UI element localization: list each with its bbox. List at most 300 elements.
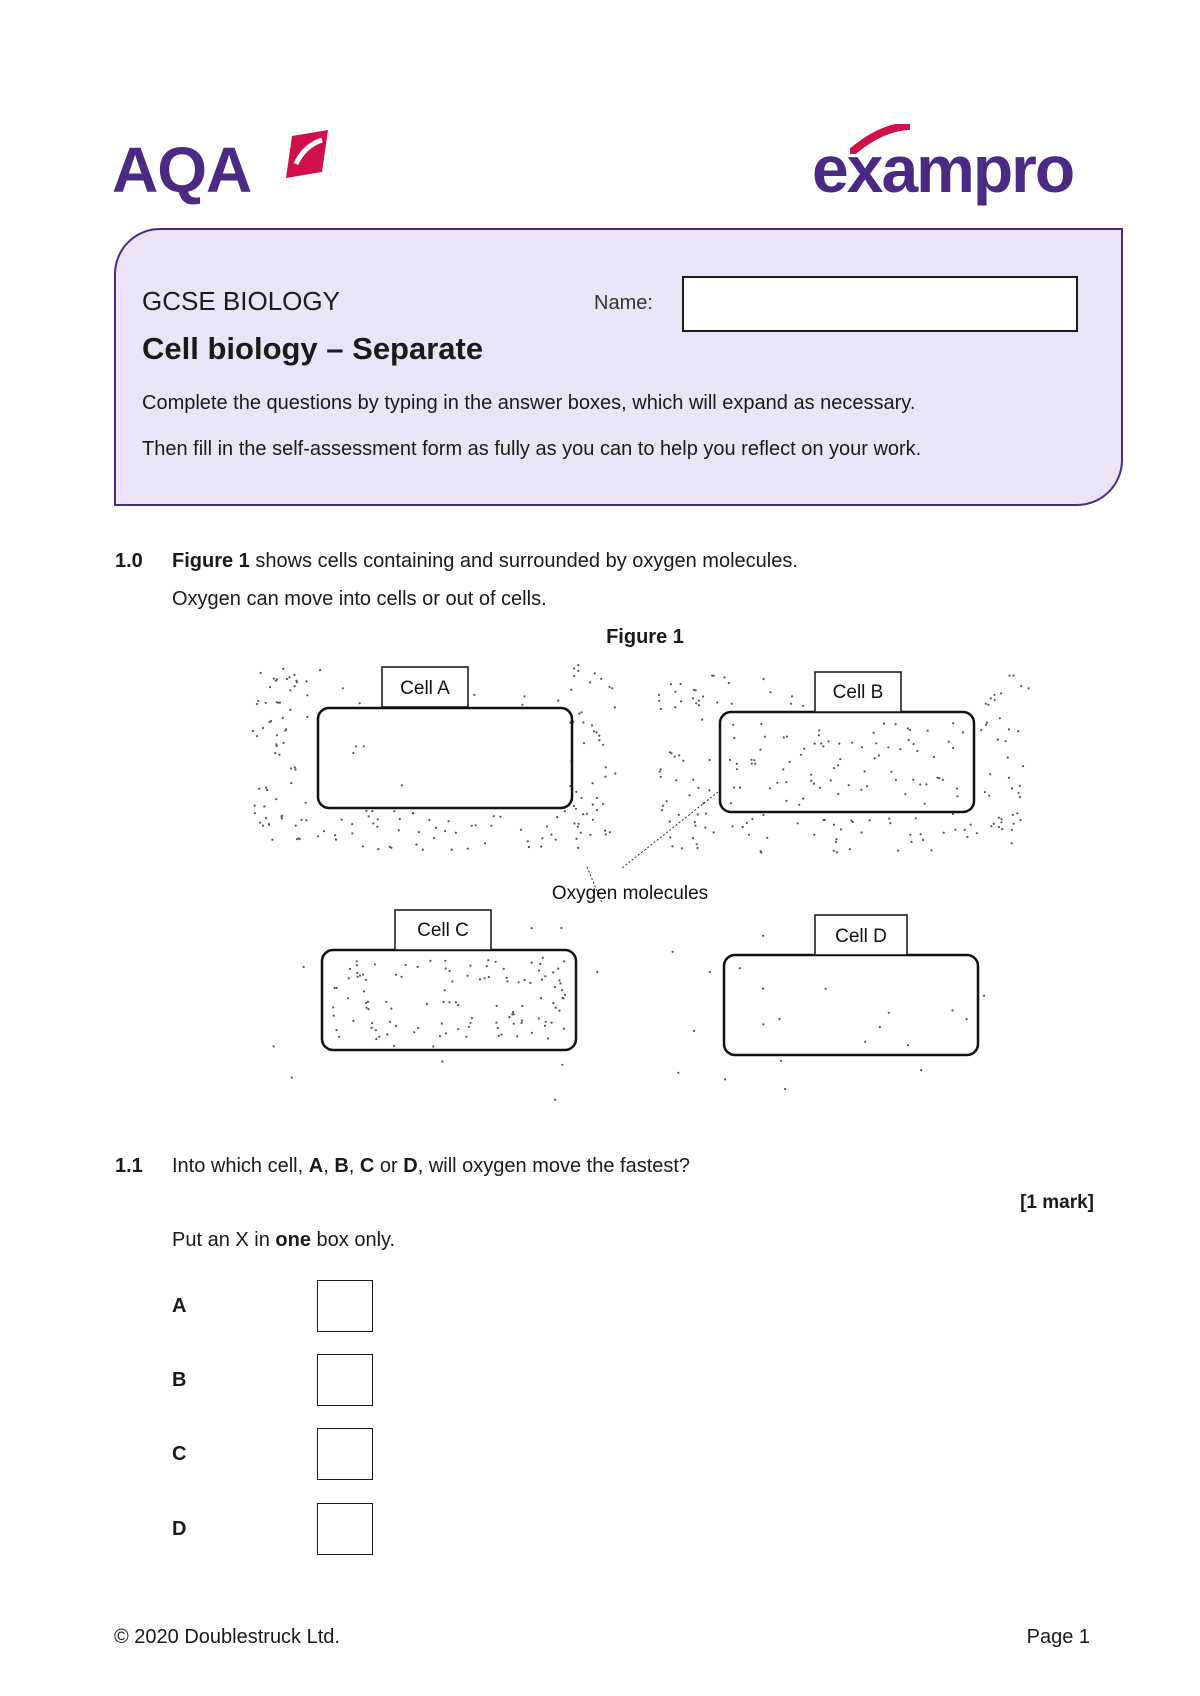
oxygen-molecule-dot <box>432 1045 434 1047</box>
oxygen-molecule-dot <box>833 767 835 769</box>
name-input[interactable] <box>682 276 1078 332</box>
question-1-0-line-1 <box>172 550 798 573</box>
oxygen-molecule-dot <box>338 1036 340 1038</box>
oxygen-molecule-dot <box>748 834 750 836</box>
oxygen-molecule-dot <box>790 703 792 705</box>
oxygen-molecule-dot <box>545 1021 547 1023</box>
footer-page-number: Page 1 <box>1026 1626 1090 1648</box>
oxygen-molecule-dot <box>426 1003 428 1005</box>
oxygen-molecule-dot <box>386 1033 388 1035</box>
cell-b-label: Cell B <box>832 682 884 703</box>
oxygen-molecule-dot <box>766 837 768 839</box>
oxygen-molecule-dot <box>695 702 697 704</box>
oxygen-molecule-dot <box>564 994 566 996</box>
oxygen-molecule-dot <box>580 797 582 799</box>
option-b-label: B <box>172 1369 187 1391</box>
exampro-logo-ampro: ampro <box>881 132 1074 206</box>
oxygen-molecule-dot <box>769 691 771 693</box>
oxygen-molecule-dot <box>556 816 558 818</box>
oxygen-molecule-dot <box>342 687 344 689</box>
oxygen-molecule-dot <box>594 672 596 674</box>
oxygen-molecule-dot <box>736 768 738 770</box>
oxygen-molecule-dot <box>540 846 542 848</box>
oxygen-molecule-dot <box>595 731 597 733</box>
oxygen-molecule-dot <box>830 779 832 781</box>
oxygen-molecule-dot <box>966 836 968 838</box>
oxygen-molecule-dot <box>596 971 598 973</box>
oxygen-molecule-dot <box>282 717 284 719</box>
oxygen-molecule-dot <box>577 670 579 672</box>
oxygen-molecule-dot <box>614 706 616 708</box>
oxygen-molecule-dot <box>786 736 788 738</box>
oxygen-molecule-dot <box>696 847 698 849</box>
oxygen-molecule-dot <box>739 967 741 969</box>
oxygen-molecule-dot <box>457 1004 459 1006</box>
oxygen-molecule-dot <box>582 721 584 723</box>
oxygen-molecule-dot <box>355 745 357 747</box>
oxygen-molecule-dot <box>275 798 277 800</box>
oxygen-molecule-dot <box>836 851 838 853</box>
oxygen-molecule-dot <box>336 1029 338 1031</box>
oxygen-molecule-dot <box>469 1022 471 1024</box>
oxygen-molecule-dot <box>983 995 985 997</box>
oxygen-molecule-dot <box>883 723 885 725</box>
oxygen-molecule-dot <box>511 1013 513 1015</box>
oxygen-molecule-dot <box>750 759 752 761</box>
oxygen-molecule-dot <box>802 705 804 707</box>
oxygen-molecule-dot <box>362 845 364 847</box>
oxygen-molecule-dot <box>538 970 540 972</box>
oxygen-molecule-dot <box>952 747 954 749</box>
oxygen-molecule-dot <box>371 810 373 812</box>
oxygen-molecule-dot <box>1018 792 1020 794</box>
figure-reference: Figure 1 <box>172 550 250 572</box>
oxygen-molecule-dot <box>578 823 580 825</box>
oxygen-molecule-dot <box>985 703 987 705</box>
oxygen-molecule-dot <box>513 1023 515 1025</box>
oxygen-molecule-dot <box>819 787 821 789</box>
oxygen-molecule-dot <box>604 830 606 832</box>
oxygen-molecule-dot <box>418 831 420 833</box>
oxygen-molecule-dot <box>582 813 584 815</box>
oxygen-molecule-dot <box>762 935 764 937</box>
exampro-swoosh-icon <box>850 124 910 154</box>
oxygen-molecule-dot <box>575 808 577 810</box>
oxygen-molecule-dot <box>305 819 307 821</box>
oxygen-molecule-dot <box>493 815 495 817</box>
oxygen-molecule-dot <box>334 834 336 836</box>
oxygen-molecule-dot <box>785 800 787 802</box>
oxygen-molecule-dot <box>838 743 840 745</box>
oxygen-molecule-dot <box>298 837 300 839</box>
oxygen-molecule-dot <box>818 729 820 731</box>
oxygen-molecule-dot <box>557 700 559 702</box>
oxygen-molecule-dot <box>273 1045 275 1047</box>
oxygen-molecule-dot <box>259 822 261 824</box>
oxygen-molecule-dot <box>730 802 732 804</box>
oxygen-molecule-dot <box>661 809 663 811</box>
oxygen-molecule-dot <box>577 664 579 666</box>
oxygen-molecule-dot <box>602 803 604 805</box>
exampro-logo-x: x <box>846 132 882 206</box>
oxygen-molecule-dot <box>693 689 695 691</box>
cell-a <box>318 708 572 808</box>
oxygen-molecule-dot <box>670 683 672 685</box>
option-d-checkbox[interactable] <box>317 1503 373 1555</box>
oxygen-molecule-dot <box>523 695 525 697</box>
oxygen-molecule-dot <box>825 988 827 990</box>
oxygen-molecule-dot <box>401 784 403 786</box>
oxygen-molecule-dot <box>319 669 321 671</box>
oxygen-molecule-dot <box>368 815 370 817</box>
oxygen-molecule-dot <box>278 754 280 756</box>
oxygen-molecule-dot <box>763 678 765 680</box>
oxygen-molecule-dot <box>614 772 616 774</box>
oxygen-molecule-dot <box>486 965 488 967</box>
question-number-1-0: 1.0 <box>115 550 143 572</box>
oxygen-molecule-dot <box>873 732 875 734</box>
oxygen-molecule-dot <box>283 742 285 744</box>
oxygen-molecule-dot <box>692 837 694 839</box>
oxygen-molecule-dot <box>912 779 914 781</box>
oxygen-molecule-dot <box>512 1011 514 1013</box>
oxygen-molecule-dot <box>675 779 677 781</box>
oxygen-molecule-dot <box>349 968 351 970</box>
oxygen-molecule-dot <box>754 763 756 765</box>
oxygen-molecule-dot <box>445 967 447 969</box>
oxygen-molecule-dot <box>910 841 912 843</box>
oxygen-molecule-dot <box>457 1028 459 1030</box>
oxygen-molecule-dot <box>335 839 337 841</box>
oxygen-molecule-dot <box>678 814 680 816</box>
oxygen-molecule-dot <box>731 703 733 705</box>
oxygen-molecule-dot <box>578 713 580 715</box>
oxygen-molecule-dot <box>371 1027 373 1029</box>
oxygen-molecule-dot <box>365 1007 367 1009</box>
oxygen-molecule-dot <box>998 817 1000 819</box>
oxygen-molecule-dot <box>782 768 784 770</box>
oxygen-molecule-dot <box>475 824 477 826</box>
option-c-checkbox[interactable] <box>317 1428 373 1480</box>
oxygen-molecule-dot <box>412 812 414 814</box>
oxygen-molecule-dot <box>508 1016 510 1018</box>
oxygen-molecule-dot <box>909 834 911 836</box>
oxygen-molecule-dot <box>798 804 800 806</box>
q11-sep: , <box>323 1155 335 1177</box>
oxygen-molecule-dot <box>455 832 457 834</box>
oxygen-molecule-dot <box>746 822 748 824</box>
oxygen-molecule-dot <box>964 829 966 831</box>
q11-text-part: Into which cell, <box>172 1155 309 1177</box>
subject-heading: GCSE BIOLOGY <box>142 286 340 316</box>
oxygen-molecule-dot <box>277 702 279 704</box>
oxygen-molecule-dot <box>558 979 560 981</box>
oxygen-molecule-dot <box>760 723 762 725</box>
oxygen-molecule-dot <box>751 818 753 820</box>
oxygen-molecule-dot <box>913 743 915 745</box>
oxygen-molecule-dot <box>293 674 295 676</box>
cell-d <box>724 955 978 1055</box>
oxygen-molecule-dot <box>984 791 986 793</box>
page-title: Cell biology – Separate <box>142 331 484 366</box>
oxygen-molecule-dot <box>999 717 1001 719</box>
oxygen-molecule-dot <box>674 756 676 758</box>
oxygen-molecule-dot <box>802 798 804 800</box>
oxygen-molecule-dot <box>303 966 305 968</box>
oxygen-molecule-dot <box>390 1008 392 1010</box>
cell-a-label: Cell A <box>400 678 450 699</box>
question-1-1-instruction <box>172 1229 395 1252</box>
oxygen-molecule-dot <box>592 782 594 784</box>
oxygen-molecule-dot <box>839 758 841 760</box>
oxygen-molecule-dot <box>506 980 508 982</box>
oxygen-molecule-dot <box>732 724 734 726</box>
oxygen-molecule-dot <box>263 805 265 807</box>
oxygen-molecule-dot <box>694 821 696 823</box>
oxygen-molecule-dot <box>417 1027 419 1029</box>
oxygen-molecule-dot <box>271 839 273 841</box>
oxygen-molecule-dot <box>573 675 575 677</box>
oxygen-molecule-dot <box>484 842 486 844</box>
oxygen-molecule-dot <box>791 695 793 697</box>
oxygen-molecule-dot <box>833 850 835 852</box>
oxygen-molecule-dot <box>1019 785 1021 787</box>
oxygen-molecule-dot <box>531 927 533 929</box>
oxygen-molecule-dot <box>444 960 446 962</box>
oxygen-molecule-dot <box>469 965 471 967</box>
oxygen-molecule-dot <box>305 802 307 804</box>
oxygen-molecule-dot <box>471 825 473 827</box>
oxygen-molecule-dot <box>468 1026 470 1028</box>
option-c-label: C <box>172 1443 187 1465</box>
oxygen-molecule-dot <box>405 964 407 966</box>
oxygen-molecule-dot <box>1016 812 1018 814</box>
oxygen-molecule-dot <box>803 748 805 750</box>
oxygen-molecule-dot <box>678 754 680 756</box>
oxygen-molecule-dot <box>709 759 711 761</box>
oxygen-molecule-dot <box>864 1041 866 1043</box>
oxygen-molecule-dot <box>563 960 565 962</box>
oxygen-molecule-dot <box>265 817 267 819</box>
oxygen-molecule-dot <box>546 825 548 827</box>
oxygen-molecule-dot <box>577 826 579 828</box>
oxygen-molecule-dot <box>840 828 842 830</box>
oxygen-molecule-dot <box>448 820 450 822</box>
oxygen-molecule-dot <box>351 832 353 834</box>
oxygen-molecule-dot <box>697 787 699 789</box>
oxygen-molecule-dot <box>399 818 401 820</box>
oxygen-molecule-dot <box>705 813 707 815</box>
oxygen-molecule-dot <box>602 744 604 746</box>
oxygen-molecule-dot <box>435 827 437 829</box>
oxygen-molecule-dot <box>728 682 730 684</box>
oxygen-molecule-dot <box>797 822 799 824</box>
oxygen-molecule-dot <box>395 1025 397 1027</box>
oxygen-molecule-dot <box>575 791 577 793</box>
oxygen-molecule-dot <box>333 1015 335 1017</box>
oxygen-molecule-dot <box>294 768 296 770</box>
oxygen-molecule-dot <box>352 1020 354 1022</box>
oxygen-molecule-dot <box>285 728 287 730</box>
oxygen-molecule-dot <box>753 759 755 761</box>
oxygen-molecule-dot <box>907 727 909 729</box>
oxygen-molecule-dot <box>375 1029 377 1031</box>
oxygen-molecule-dot <box>596 797 598 799</box>
oxygen-molecule-dot <box>1013 823 1015 825</box>
oxygen-molecule-dot <box>733 786 735 788</box>
oxygen-molecule-dot <box>943 832 945 834</box>
oxygen-molecule-dot <box>864 770 866 772</box>
oxygen-molecule-dot <box>874 757 876 759</box>
oxygen-molecule-dot <box>531 962 533 964</box>
oxygen-molecule-dot <box>751 763 753 765</box>
q11-text-part: , will oxygen move the fastest? <box>417 1155 691 1177</box>
oxygen-molecule-dot <box>269 686 271 688</box>
oxygen-molecule-dot <box>415 844 417 846</box>
q11-option-c-ref: C <box>359 1155 375 1177</box>
oxygen-molecule-dot <box>268 721 270 723</box>
option-d-label: D <box>172 1518 187 1540</box>
oxygen-molecule-dot <box>778 1018 780 1020</box>
oxygen-molecule-dot <box>521 1020 523 1022</box>
oxygen-molecule-dot <box>682 760 684 762</box>
oxygen-molecule-dot <box>540 997 542 999</box>
oxygen-molecule-dot <box>395 974 397 976</box>
oxygen-molecule-dot <box>1007 756 1009 758</box>
oxygen-molecule-dot <box>784 1088 786 1090</box>
oxygen-molecule-dot <box>428 819 430 821</box>
oxygen-molecule-dot <box>445 1032 447 1034</box>
oxygen-molecule-dot <box>1001 828 1003 830</box>
exampro-logo <box>812 132 1074 206</box>
option-a-label: A <box>172 1295 187 1317</box>
oxygen-molecule-dot <box>666 800 668 802</box>
oxygen-molecule-dot <box>592 804 594 806</box>
oxygen-molecule-dot <box>281 815 283 817</box>
oxygen-molecule-dot <box>998 826 1000 828</box>
oxygen-molecule-dot <box>441 1022 443 1024</box>
oxygen-molecule-dot <box>359 702 361 704</box>
oxygen-molecule-dot <box>970 824 972 826</box>
oxygen-molecule-dot <box>554 986 556 988</box>
oxygen-molecule-dot <box>257 700 259 702</box>
oxygen-molecule-dot <box>544 975 546 977</box>
oxygen-molecule-dot <box>555 839 557 841</box>
oxygen-molecule-dot <box>850 819 852 821</box>
oxygen-molecule-dot <box>306 680 308 682</box>
oxygen-molecule-dot <box>479 978 481 980</box>
oxygen-molecule-dot <box>692 697 694 699</box>
oxygen-molecule-dot <box>915 817 917 819</box>
oxygen-molecule-dot <box>818 734 820 736</box>
oxygen-molecule-dot <box>417 966 419 968</box>
oxygen-molecule-dot <box>455 1001 457 1003</box>
oxygen-molecule-dot <box>600 678 602 680</box>
oxygen-molecule-dot <box>352 752 354 754</box>
oxygen-molecule-dot <box>860 789 862 791</box>
oxygen-molecule-dot <box>609 831 611 833</box>
oxygen-molecule-dot <box>1028 687 1030 689</box>
oxygen-molecule-dot <box>671 845 673 847</box>
oxygen-molecule-dot <box>371 1022 373 1024</box>
oxygen-molecule-dot <box>554 1099 556 1101</box>
oxygen-molecule-dot <box>604 776 606 778</box>
oxygen-molecule-dot <box>444 830 446 832</box>
oxygen-molecule-dot <box>467 975 469 977</box>
oxygen-molecule-dot <box>742 826 744 828</box>
oxygen-molecule-dot <box>500 1033 502 1035</box>
oxygen-molecule-dot <box>713 831 715 833</box>
oxygen-molecule-dot <box>252 730 254 732</box>
oxygen-molecule-dot <box>439 1035 441 1037</box>
oxygen-molecule-dot <box>848 784 850 786</box>
oxygen-molecule-dot <box>708 789 710 791</box>
oxygen-molecule-dot <box>275 743 277 745</box>
cell-c <box>322 950 576 1050</box>
q11-put-bold: one <box>275 1229 311 1251</box>
oxygen-molecule-dot <box>573 805 575 807</box>
oxygen-molecule-dot <box>1011 842 1013 844</box>
cell-b <box>720 712 974 812</box>
oxygen-molecule-dot <box>286 678 288 680</box>
oxygen-molecule-dot <box>503 968 505 970</box>
oxygen-molecule-dot <box>835 838 837 840</box>
oxygen-molecule-dot <box>1019 796 1021 798</box>
oxygen-molecule-dot <box>487 959 489 961</box>
oxygen-molecule-dot <box>413 1031 415 1033</box>
oxygen-molecule-dot <box>341 819 343 821</box>
oxygen-molecule-dot <box>956 787 958 789</box>
oxygen-molecule-dot <box>544 1025 546 1027</box>
q11-sep: or <box>374 1155 404 1177</box>
oxygen-molecule-dot <box>1011 787 1013 789</box>
oxygen-molecule-dot <box>660 768 662 770</box>
oxygen-molecule-dot <box>539 963 541 965</box>
oxygen-molecule-dot <box>608 686 610 688</box>
oxygen-molecule-dot <box>1004 740 1006 742</box>
oxygen-molecule-dot <box>589 681 591 683</box>
oxygen-molecule-dot <box>922 839 924 841</box>
oxygen-molecule-dot <box>363 745 365 747</box>
oxygen-molecule-dot <box>776 782 778 784</box>
oxygen-molecule-dot <box>736 763 738 765</box>
oxygen-molecule-dot <box>527 840 529 842</box>
oxygen-molecule-dot <box>994 694 996 696</box>
oxygen-molecule-dot <box>429 960 431 962</box>
oxygen-molecule-dot <box>598 735 600 737</box>
oxygen-molecule-dot <box>920 833 922 835</box>
oxygen-molecule-dot <box>833 824 835 826</box>
oxygen-molecule-dot <box>920 1069 922 1071</box>
oxygen-molecule-dot <box>828 740 830 742</box>
oxygen-molecule-dot <box>555 1007 557 1009</box>
oxygen-molecule-dot <box>879 1026 881 1028</box>
option-b-checkbox[interactable] <box>317 1354 373 1406</box>
oxygen-molecule-dot <box>936 777 938 779</box>
oxygen-molecule-dot <box>347 997 349 999</box>
oxygen-molecule-dot <box>254 805 256 807</box>
oxygen-molecule-dot <box>260 672 262 674</box>
oxygen-molecule-dot <box>823 819 825 821</box>
oxygen-molecule-dot <box>266 789 268 791</box>
oxygen-molecule-dot <box>869 819 871 821</box>
option-a-checkbox[interactable] <box>317 1280 373 1332</box>
oxygen-molecule-dot <box>1022 765 1024 767</box>
oxygen-molecule-dot <box>696 843 698 845</box>
oxygen-molecule-dot <box>376 826 378 828</box>
oxygen-molecule-dot <box>800 754 802 756</box>
oxygen-molecule-dot <box>348 977 350 979</box>
